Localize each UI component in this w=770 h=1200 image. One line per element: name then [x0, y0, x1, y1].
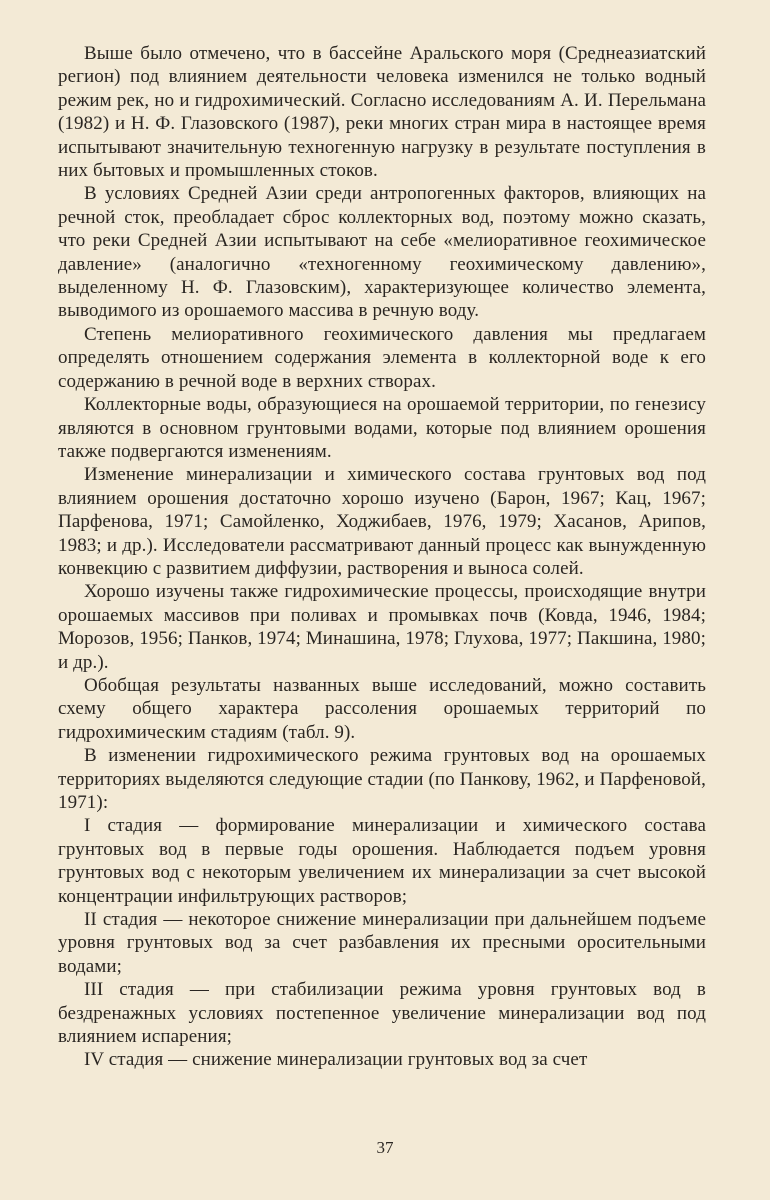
paragraph: Степень мелиоративного геохимического давления мы предлагаем определять отношением содержания элемента в коллекторной воде к его содержанию в речной воде в верхних створах.	[58, 323, 706, 392]
paragraph: Обобщая результаты названных выше исследований, можно составить схему общего характера рассоления орошаемых территорий по гидрохимическим стадиям (табл. 9).	[58, 674, 706, 743]
paragraph: В изменении гидрохимического режима грунтовых вод на орошаемых территориях выделяются следующие стадии (по Панкову, 1962, и Парфеновой, 1971):	[58, 745, 706, 813]
stage-item: I стадия — формирование минерализации и химического состава грунтовых вод в первые годы орошения. Наблюдается подъем уровня грунтовых вод с некоторым увеличением их минерализации за счет высокой концентрации инфильтрующих растворов;	[58, 815, 706, 907]
stage-item: IV стадия — снижение минерализации грунтовых вод за счет	[84, 1049, 588, 1071]
paragraph: Хорошо изучены также гидрохимические процессы, происходящие внутри орошаемых массивов при поливах и промывках почв (Ковда, 1946, 1984; Морозов, 1956; Панков, 1974; Минашина, 1978; Глухова, 1977; Пакшина, 1980; и др.).	[58, 581, 706, 673]
stage-item: III стадия — при стабилизации режима уровня грунтовых вод в бездренажных условиях постепенное увеличение минерализации вод под влиянием испарения;	[58, 979, 706, 1048]
page-number: 37	[376, 1138, 394, 1157]
paragraph: Выше было отмечено, что в бассейне Аральского моря (Среднеазиатский регион) под влиянием деятельности человека изменился не только водный режим рек, но и гидрохимический. Согласно исследованиям А. И. Перельмана (1982) и Н. Ф. Глазовского (1987), реки многих стран мира в настоящее время испытывают значительную техногенную нагрузку в результате поступления в них бытовых и промышленных стоков.	[58, 43, 706, 182]
paragraph: Коллекторные воды, образующиеся на орошаемой территории, по генезису являются в основном грунтовыми водами, которые под влиянием орошения также подвергаются изменениям.	[58, 394, 706, 462]
paragraph: Изменение минерализации и химического состава грунтовых вод под влиянием орошения достаточно хорошо изучено (Барон, 1967; Кац, 1967; Парфенова, 1971; Самойленко, Ходжибаев, 1976, 1979; Хасанов, Арипов, 1983; и др.). Исследователи рассматривают данный процесс как вынужденную конвекцию с развитием диффузии, растворения и выноса солей.	[58, 464, 706, 579]
body-text	[58, 42, 706, 1072]
paragraph: В условиях Средней Азии среди антропогенных факторов, влияющих на речной сток, преобладает сброс коллекторных вод, поэтому можно сказать, что реки Средней Азии испытывают на себе «мелиоративное геохимическое давление» (аналогично «техногенному геохимическому давлению», выделенному Н. Ф. Глазовским), характеризующее количество элемента, выводимого из орошаемого массива в речную воду.	[58, 183, 706, 322]
stage-item: II стадия — некоторое снижение минерализации при дальнейшем подъеме уровня грунтовых вод за счет разбавления их пресными оросительными водами;	[58, 909, 706, 977]
